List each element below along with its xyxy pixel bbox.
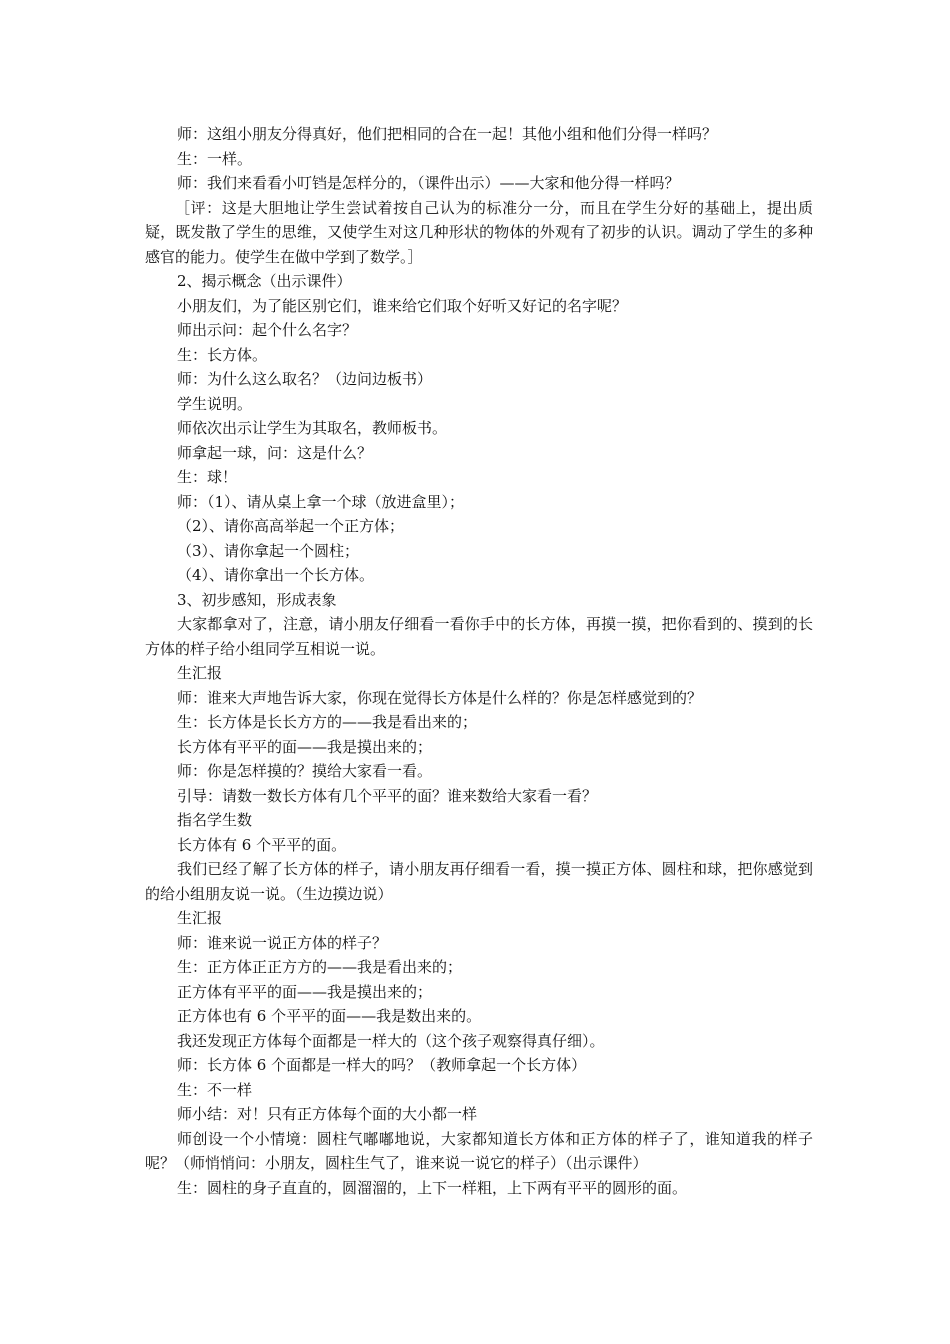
text-line: 师：你是怎样摸的？摸给大家看一看。 <box>177 762 433 780</box>
text-line: （2）、请你高高举起一个正方体； <box>177 517 405 535</box>
text-line: 生汇报 <box>177 909 223 927</box>
text-line: 生：长方体。 <box>177 345 268 364</box>
document-body <box>145 122 813 1200</box>
text-line: 生汇报 <box>177 664 223 682</box>
text-line: 师小结：对！只有正方体每个面的大小都一样 <box>177 1105 478 1123</box>
text-line: （3）、请你拿起一个圆柱； <box>177 541 360 560</box>
text-line: 长方体有平平的面——我是摸出来的； <box>177 737 433 756</box>
text-line: 生：长方体是长长方方的——我是看出来的； <box>177 713 478 731</box>
text-line: 师：这组小朋友分得真好，他们把相同的合在一起！其他小组和他们分得一样吗？ <box>177 125 718 143</box>
text-line: 学生说明。 <box>177 394 253 413</box>
text-paragraph: 我们已经了解了长方体的样子，请小朋友再仔细看一看，摸一摸正方体、圆柱和球，把你感觉到的给小组朋友说一说。（生边摸边说） <box>145 860 813 903</box>
section-heading: 3、初步感知，形成表象 <box>177 590 337 609</box>
text-line: 引导：请数一数长方体有几个平平的面？谁来数给大家看一看？ <box>177 786 598 805</box>
text-line: 正方体有平平的面——我是摸出来的； <box>177 982 433 1001</box>
text-line: 长方体有 6 个平平的面。 <box>177 835 347 854</box>
text-line: 指名学生数 <box>177 811 253 829</box>
text-paragraph: 大家都拿对了，注意，请小朋友仔细看一看你手中的长方体，再摸一摸，把你看到的、摸到的长方体的样子给小组同学互相说一说。 <box>145 615 813 658</box>
text-line: 生：不一样 <box>177 1080 253 1099</box>
text-line: 正方体也有 6 个平平的面——我是数出来的。 <box>177 1007 482 1025</box>
text-line: 师依次出示让学生为其取名，教师板书。 <box>177 419 448 437</box>
text-line: 生：圆柱的身子直直的，圆溜溜的，上下一样粗，上下两有平平的圆形的面。 <box>177 1178 688 1197</box>
text-line: 师：谁来说一说正方体的样子？ <box>177 933 388 952</box>
text-line: 师：为什么这么取名？（边问边板书） <box>177 370 433 388</box>
text-line: （4）、请你拿出一个长方体。 <box>177 566 375 584</box>
text-line: 生：正方体正正方方的——我是看出来的； <box>177 958 463 976</box>
text-line: 小朋友们，为了能区别它们，谁来给它们取个好听又好记的名字呢？ <box>177 296 628 315</box>
text-line: 师：谁来大声地告诉大家，你现在觉得长方体是什么样的？你是怎样感觉到的？ <box>177 688 703 707</box>
text-line: 生：球！ <box>177 468 238 486</box>
section-heading: 2、揭示概念（出示课件） <box>177 272 352 290</box>
text-line: 我还发现正方体每个面都是一样大的（这个孩子观察得真仔细）。 <box>177 1031 605 1050</box>
text-line: 师：我们来看看小叮铛是怎样分的，（课件出示）——大家和他分得一样吗？ <box>177 174 680 192</box>
text-line: 师：（1）、请从桌上拿一个球（放进盒里）； <box>177 492 465 511</box>
text-line: 师出示问：起个什么名字？ <box>177 321 358 339</box>
text-line: 师拿起一球，问：这是什么？ <box>177 443 373 462</box>
comment-paragraph: ［评：这是大胆地让学生尝试着按自己认为的标准分一分，而且在学生分好的基础上，提出质疑，既发散了学生的思维，又使学生对这几种形状的物体的外观有了初步的认识。调动了学生的多种感官的能力。使学生在做中学到了数学。］ <box>145 198 813 266</box>
text-line: 师：长方体 6 个面都是一样大的吗？（教师拿起一个长方体） <box>177 1056 587 1074</box>
text-paragraph: 师创设一个小情境：圆柱气嘟嘟地说，大家都知道长方体和正方体的样子了，谁知道我的样子呢？（师悄悄问：小朋友，圆柱生气了，谁来说一说它的样子）（出示课件） <box>145 1129 813 1172</box>
text-line: 生：一样。 <box>177 149 253 168</box>
